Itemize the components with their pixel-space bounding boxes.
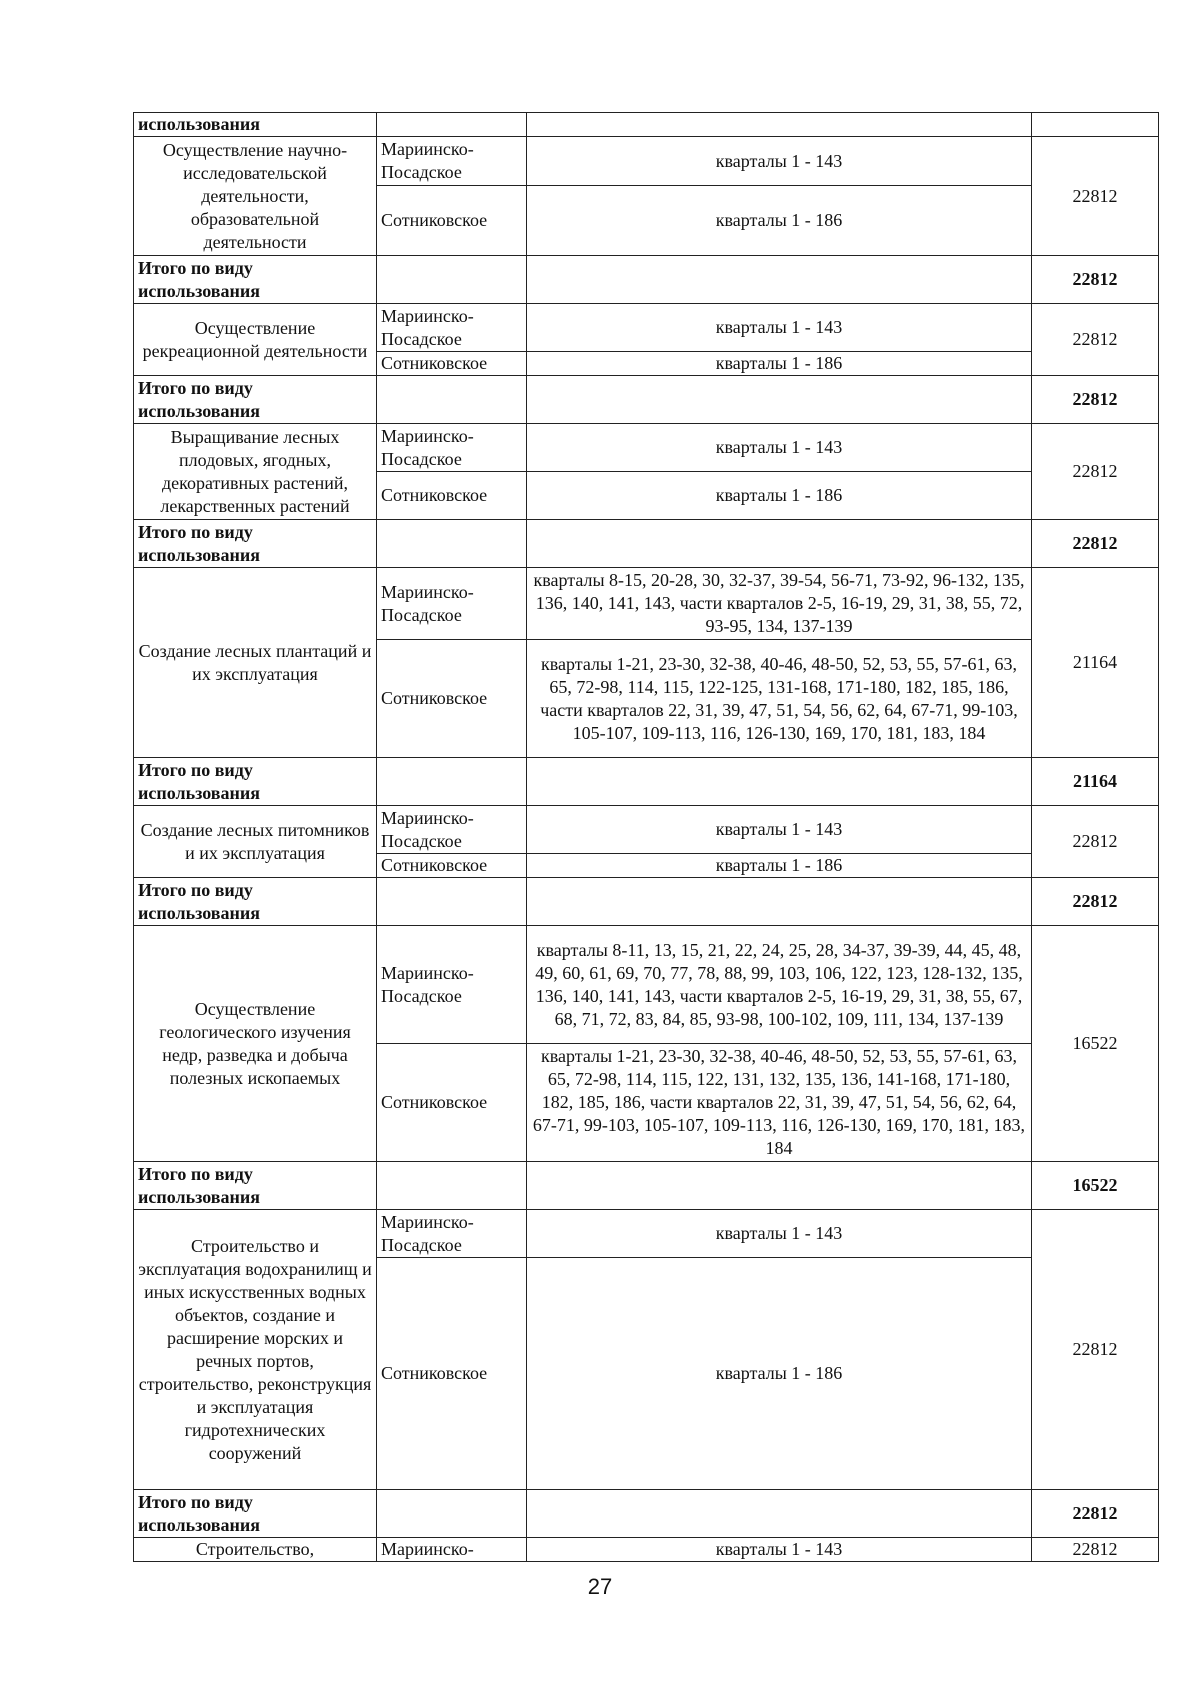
forestry-cell: Мариинско- (377, 1538, 527, 1562)
quarters-cell: кварталы 1 - 143 (527, 1210, 1032, 1258)
area-cell: 22812 (1032, 1538, 1159, 1562)
total-value: 16522 (1032, 1162, 1159, 1210)
total-value: 22812 (1032, 376, 1159, 424)
total-value: 22812 (1032, 256, 1159, 304)
area-cell: 16522 (1032, 926, 1159, 1162)
forestry-cell: Сотниковское (377, 186, 527, 256)
use-type-cell: Выращивание лесных плодовых, ягодных, декоративных растений, лекарственных растений (134, 424, 377, 520)
total-label: Итого по виду использования (134, 878, 377, 926)
quarters-cell: кварталы 1-21, 23-30, 32-38, 40-46, 48-50, 52, 53, 55, 57-61, 63, 65, 72-98, 114, 115, 122-125, 131-168, 171-180, 182, 185, 186, части кварталов 22, 31, 39, 47, 51, 54, 56, 62, 64, 67-71, 99-103, 105-107, 109-113, 116, 126-130, 169, 170, 181, 183, 184 (527, 640, 1032, 758)
forestry-cell: Мариинско-Посадское (377, 304, 527, 352)
table-row (134, 304, 1159, 352)
total-label: Итого по виду использования (134, 1162, 377, 1210)
table-row (134, 758, 1159, 806)
total-label: Итого по виду использования (134, 256, 377, 304)
table-row (134, 137, 1159, 186)
quarters-cell: кварталы 1 - 143 (527, 304, 1032, 352)
quarters-cell: кварталы 1 - 143 (527, 806, 1032, 854)
forestry-cell: Сотниковское (377, 1044, 527, 1162)
quarters-cell: кварталы 1 - 143 (527, 137, 1032, 186)
forestry-cell: Мариинско-Посадское (377, 424, 527, 472)
forestry-cell: Сотниковское (377, 352, 527, 376)
total-value: 22812 (1032, 878, 1159, 926)
total-value: 22812 (1032, 1490, 1159, 1538)
quarters-cell: кварталы 8-11, 13, 15, 21, 22, 24, 25, 28, 34-37, 39-39, 44, 45, 48, 49, 60, 61, 69, 70, 77, 78, 88, 99, 103, 106, 122, 123, 128-132, 135, 136, 140, 141, 143, части кварталов 2-5, 16-19, 29, 31, 38, 55, 67, 68, 71, 72, 83, 84, 85, 93-98, 100-102, 109, 111, 134, 137-139 (527, 926, 1032, 1044)
total-label: Итого по виду использования (134, 376, 377, 424)
quarters-cell: кварталы 1 - 143 (527, 424, 1032, 472)
use-type-cell: Строительство, (134, 1538, 377, 1562)
forest-use-table (133, 112, 1159, 1562)
table-row (134, 113, 1159, 137)
total-value: 22812 (1032, 520, 1159, 568)
area-cell: 21164 (1032, 568, 1159, 758)
use-type-cell: Осуществление геологического изучения недр, разведка и добыча полезных ископаемых (134, 926, 377, 1162)
table-row (134, 1490, 1159, 1538)
area-cell: 22812 (1032, 806, 1159, 878)
total-label: Итого по виду использования (134, 520, 377, 568)
table-row (134, 926, 1159, 1044)
forestry-cell: Мариинско-Посадское (377, 806, 527, 854)
use-type-cell: Осуществление рекреационной деятельности (134, 304, 377, 376)
forestry-cell: Сотниковское (377, 472, 527, 520)
forestry-cell: Сотниковское (377, 854, 527, 878)
table-row (134, 878, 1159, 926)
forestry-cell: Мариинско-Посадское (377, 137, 527, 186)
area-cell: 22812 (1032, 424, 1159, 520)
forestry-cell: Сотниковское (377, 640, 527, 758)
table-row (134, 520, 1159, 568)
quarters-cell: кварталы 8-15, 20-28, 30, 32-37, 39-54, 56-71, 73-92, 96-132, 135, 136, 140, 141, 143, части кварталов 2-5, 16-19, 29, 31, 38, 55, 72, 93-95, 134, 137-139 (527, 568, 1032, 640)
quarters-cell: кварталы 1-21, 23-30, 32-38, 40-46, 48-50, 52, 53, 55, 57-61, 63, 65, 72-98, 114, 115, 122, 131, 132, 135, 136, 141-168, 171-180, 182, 185, 186, части кварталов 22, 31, 39, 47, 51, 54, 56, 62, 64, 67-71, 99-103, 105-107, 109-113, 116, 126-130, 169, 170, 181, 183, 184 (527, 1044, 1032, 1162)
area-cell: 22812 (1032, 304, 1159, 376)
quarters-cell: кварталы 1 - 143 (527, 1538, 1032, 1562)
use-type-cell: Строительство и эксплуатация водохранилищ и иных искусственных водных объектов, создание и расширение морских и речных портов, строительство, реконструкция и эксплуатация гидротехнических сооружений (134, 1210, 377, 1490)
table-row (134, 424, 1159, 472)
total-label: Итого по виду использования (134, 758, 377, 806)
quarters-cell: кварталы 1 - 186 (527, 854, 1032, 878)
area-cell: 22812 (1032, 137, 1159, 256)
total-label: Итого по виду использования (134, 1490, 377, 1538)
table-row (134, 568, 1159, 640)
table-row (134, 1162, 1159, 1210)
total-label: использования (134, 113, 377, 137)
table-row (134, 1210, 1159, 1258)
use-type-cell: Создание лесных плантаций и их эксплуатация (134, 568, 377, 758)
forestry-cell: Мариинско-Посадское (377, 1210, 527, 1258)
table-row (134, 806, 1159, 854)
total-value: 21164 (1032, 758, 1159, 806)
quarters-cell: кварталы 1 - 186 (527, 472, 1032, 520)
use-type-cell: Осуществление научно-исследовательской деятельности, образовательной деятельности (134, 137, 377, 256)
area-cell: 22812 (1032, 1210, 1159, 1490)
quarters-cell: кварталы 1 - 186 (527, 186, 1032, 256)
page-number: 27 (587, 1574, 613, 1599)
table-row (134, 256, 1159, 304)
quarters-cell: кварталы 1 - 186 (527, 352, 1032, 376)
use-type-cell: Создание лесных питомников и их эксплуатация (134, 806, 377, 878)
forestry-cell: Мариинско-Посадское (377, 926, 527, 1044)
table-row (134, 1538, 1159, 1562)
table-row (134, 376, 1159, 424)
quarters-cell: кварталы 1 - 186 (527, 1258, 1032, 1490)
forestry-cell: Мариинско-Посадское (377, 568, 527, 640)
forestry-cell: Сотниковское (377, 1258, 527, 1490)
